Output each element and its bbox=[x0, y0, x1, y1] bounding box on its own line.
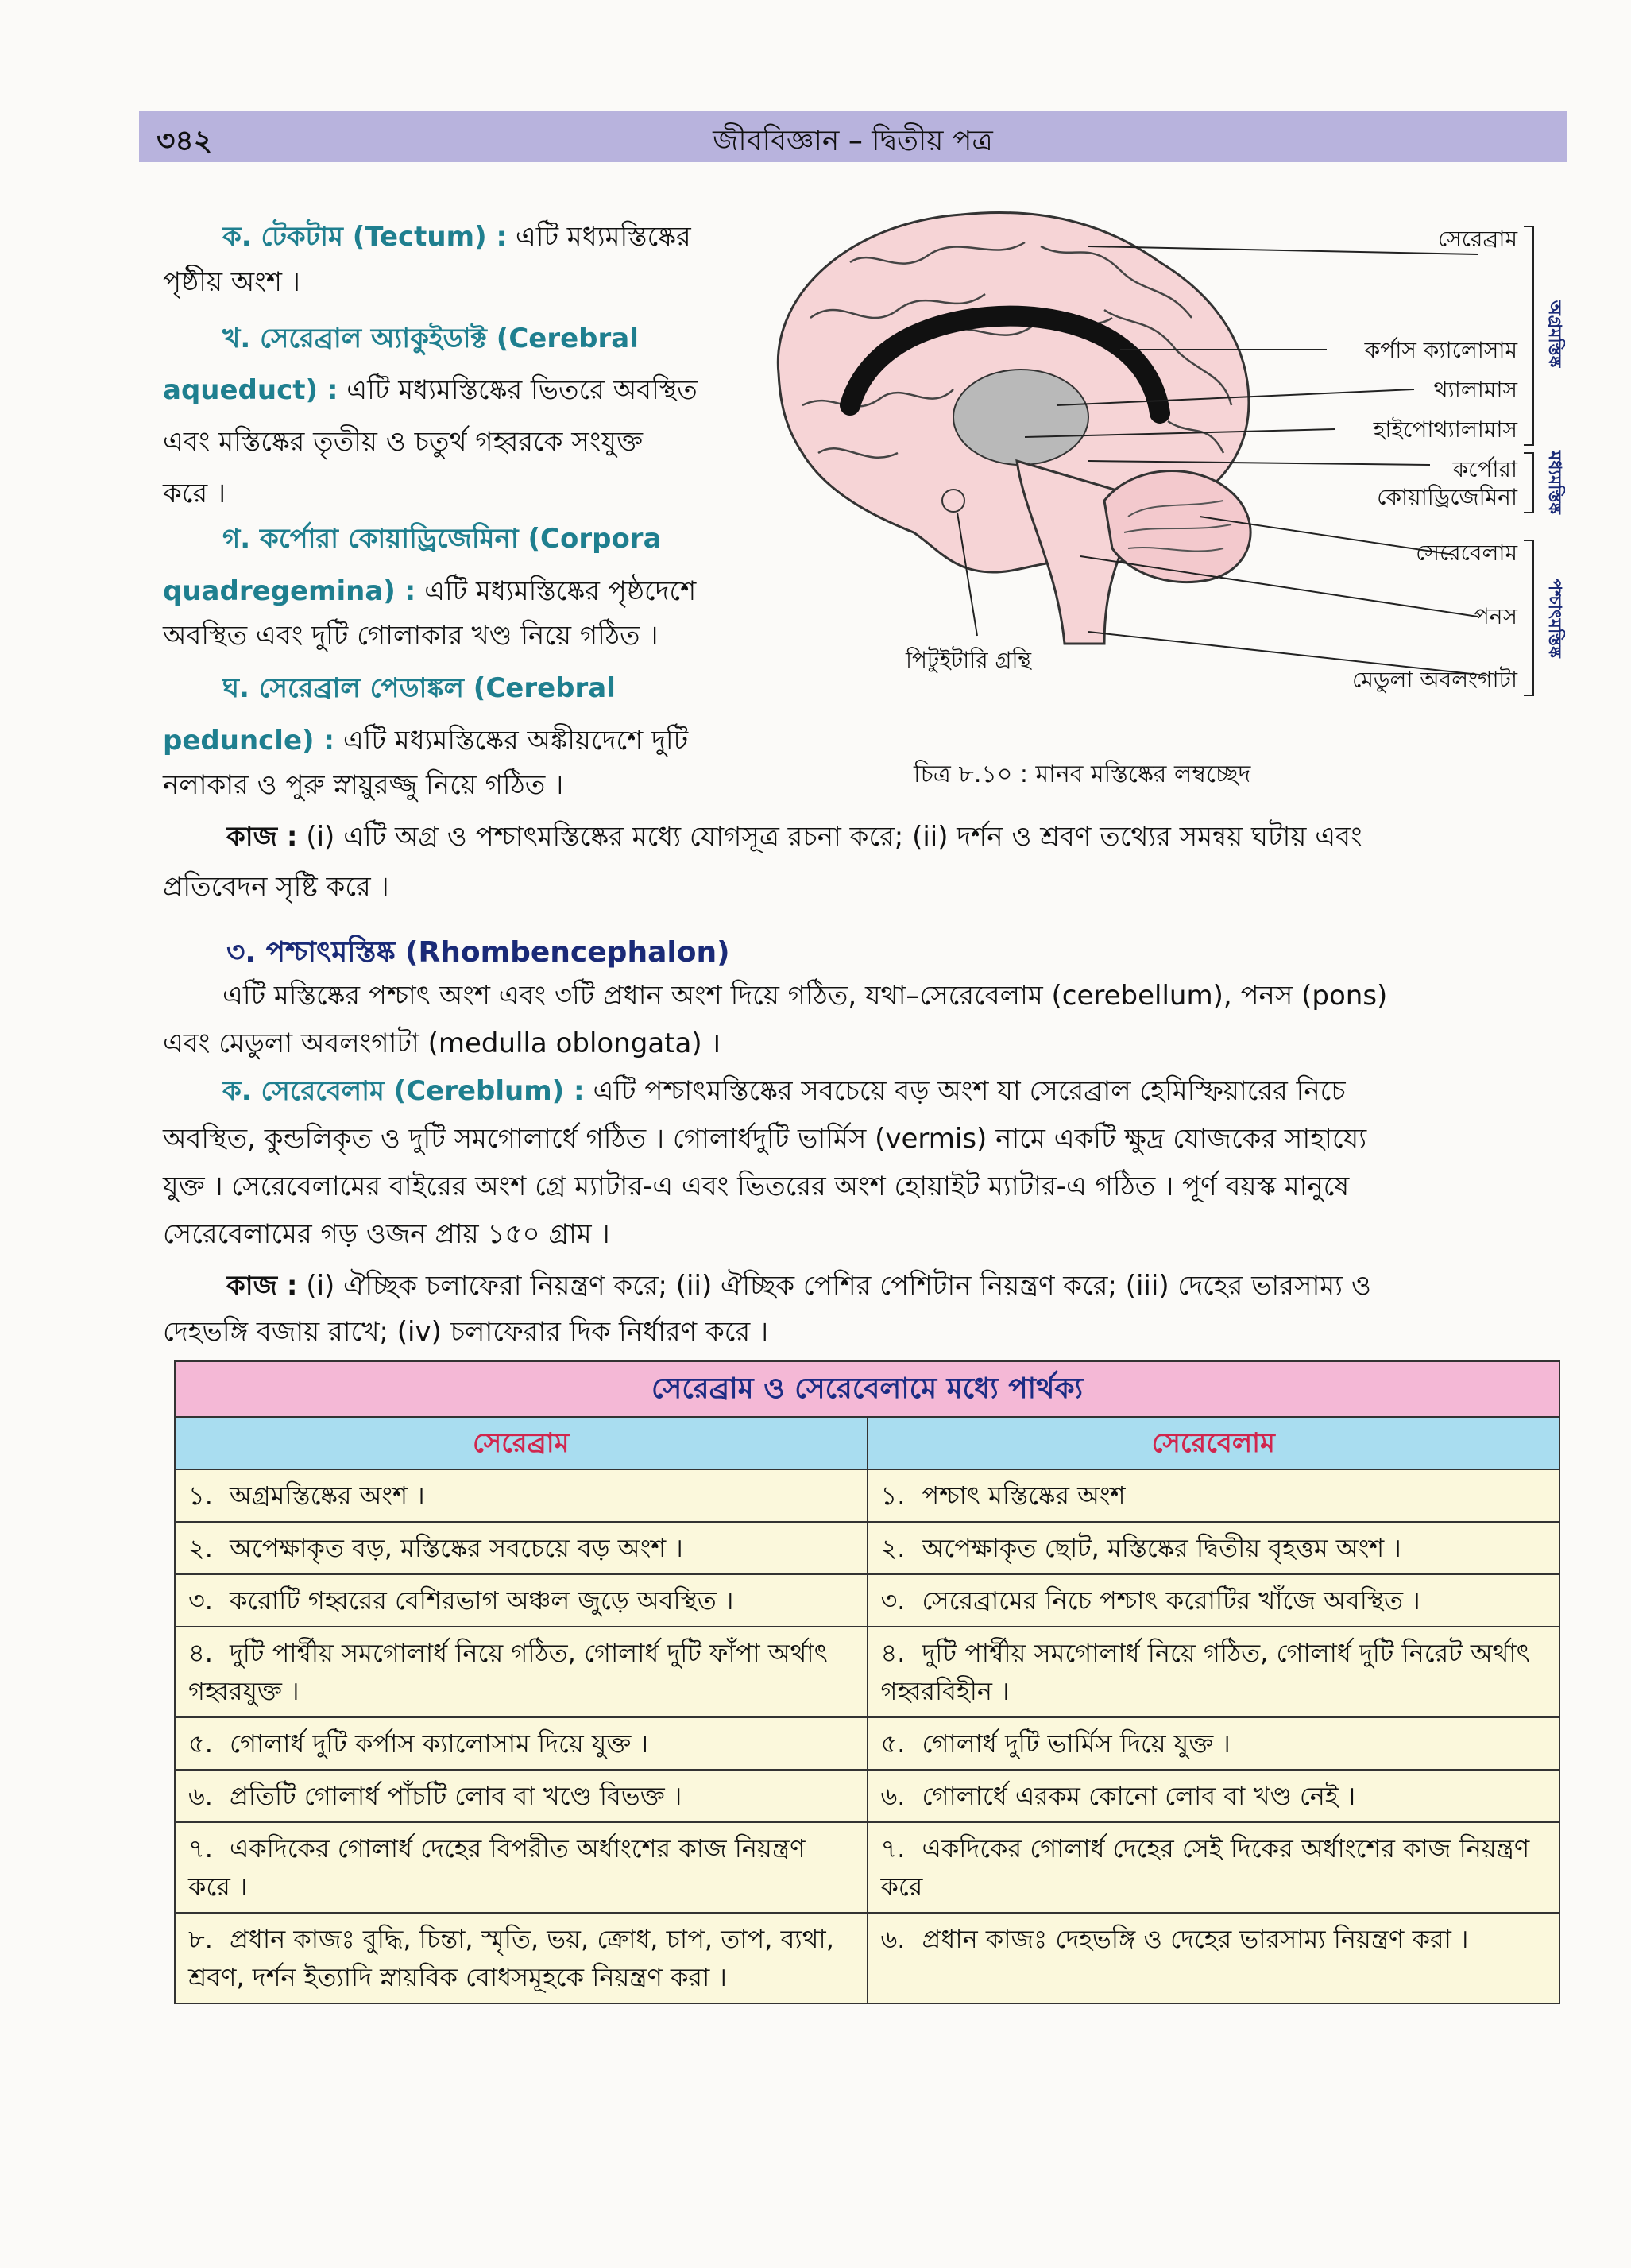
bracket-forebrain: অগ্রমস্তিষ্ক bbox=[1544, 300, 1564, 368]
cerebellum-function-line2: দেহভঙ্গি বজায় রাখে; (iv) চলাফেরার দিক নির্ধারণ করে । bbox=[163, 1316, 769, 1348]
figure-caption: চিত্র ৮.১০ : মানব মস্তিষ্কের লম্বচ্ছেদ bbox=[914, 761, 1251, 788]
cell-text: একদিকের গোলার্ধ দেহের বিপরীত অর্ধাংশের কাজ নিয়ন্ত্রণ করে । bbox=[188, 1833, 806, 1902]
aqueduct-line3: এবং মস্তিষ্কের তৃতীয় ও চতুর্থ গহ্বরকে সংযুক্ত bbox=[163, 426, 643, 458]
label-pituitary: পিটুইটারি গ্রন্থি bbox=[906, 647, 1032, 673]
cerebrum-cell bbox=[175, 1822, 868, 1913]
aqueduct-line4: করে । bbox=[163, 478, 226, 509]
row-number: ৬. bbox=[880, 1924, 906, 1954]
table-row bbox=[175, 1770, 1559, 1822]
peduncle-label2: peduncle) : bbox=[163, 725, 334, 757]
page-header bbox=[139, 111, 1567, 162]
table-row bbox=[175, 1913, 1559, 2003]
bracket-hindbrain: পশ্চাৎমস্তিষ্ক bbox=[1544, 579, 1564, 658]
midbrain-function-line2: প্রতিবেদন সৃষ্টি করে । bbox=[163, 871, 389, 903]
row-number: ৬. bbox=[188, 1781, 213, 1811]
cerebellum-function-label: কাজ : bbox=[226, 1270, 298, 1302]
aqueduct-text: এটি মধ্যমস্তিষ্কের ভিতরে অবস্থিত bbox=[346, 374, 698, 406]
tectum-label: ক. টেকটাম (Tectum) : bbox=[222, 221, 508, 253]
cell-text: একদিকের গোলার্ধ দেহের সেই দিকের অর্ধাংশের কাজ নিয়ন্ত্রণ করে bbox=[880, 1833, 1530, 1902]
table-row bbox=[175, 1822, 1559, 1913]
cerebrum-cell bbox=[175, 1627, 868, 1717]
label-cerebellum: সেরেবেলাম bbox=[1416, 540, 1517, 566]
label-thalamus: থ্যালামাস bbox=[1433, 377, 1517, 403]
cerebrum-cell bbox=[175, 1574, 868, 1627]
bracket-midbrain: মধ্যমস্তিষ্ক bbox=[1544, 451, 1564, 514]
col-header-cerebrum: সেরেব্রাম bbox=[175, 1417, 868, 1469]
aqueduct-label: খ. সেরেব্রাল অ্যাকুইডাক্ট (Cerebral bbox=[222, 323, 639, 354]
hindbrain-heading: ৩. পশ্চাৎমস্তিষ্ক (Rhombencephalon) bbox=[226, 936, 730, 969]
pituitary-shape bbox=[942, 490, 964, 512]
cerebrum-cell bbox=[175, 1469, 868, 1522]
row-number: ৭. bbox=[880, 1833, 906, 1864]
cerebellum-label: ক. সেরেবেলাম (Cereblum) : bbox=[222, 1075, 585, 1107]
table-row bbox=[175, 1627, 1559, 1717]
cerebellum-cell bbox=[868, 1770, 1560, 1822]
cell-text: প্রধান কাজঃ দেহভঙ্গি ও দেহের ভারসাম্য নিয়ন্ত্রণ করা । bbox=[922, 1924, 1469, 1954]
corpora-label2: quadregemina) : bbox=[163, 575, 416, 607]
corpora-label: গ. কর্পোরা কোয়াড্রিজেমিনা (Corpora bbox=[222, 523, 662, 555]
comparison-table bbox=[174, 1360, 1560, 2004]
cerebellum-line4: সেরেবেলামের গড় ওজন প্রায় ১৫০ গ্রাম । bbox=[163, 1218, 610, 1250]
cell-text: প্রতিটি গোলার্ধ পাঁচটি লোব বা খণ্ডে বিভক্ত । bbox=[230, 1781, 682, 1811]
cell-text: করোটি গহ্বরের বেশিরভাগ অঞ্চল জুড়ে অবস্থিত । bbox=[230, 1585, 734, 1616]
label-corpus-callosum: কর্পাস ক্যালোসাম bbox=[1364, 337, 1517, 363]
peduncle-line2 bbox=[163, 718, 688, 764]
cerebellum-line1 bbox=[222, 1069, 1565, 1114]
row-number: ১. bbox=[188, 1480, 213, 1511]
cell-text: গোলার্ধ দুটি ভার্মিস দিয়ে যুক্ত । bbox=[922, 1728, 1231, 1759]
row-number: ৪. bbox=[880, 1638, 906, 1668]
cerebellum-function-line1 bbox=[226, 1264, 1561, 1309]
cerebellum-cell bbox=[868, 1627, 1560, 1717]
cell-text: অপেক্ষাকৃত ছোট, মস্তিষ্কের দ্বিতীয় বৃহত্তম অংশ । bbox=[922, 1533, 1401, 1563]
aqueduct-line2 bbox=[163, 368, 698, 413]
tectum-line2: পৃষ্ঠীয় অংশ । bbox=[163, 266, 300, 298]
peduncle-label: ঘ. সেরেব্রাল পেডাঙ্কল (Cerebral bbox=[222, 672, 616, 704]
cerebellum-shape bbox=[1104, 471, 1250, 582]
table-title: সেরেব্রাম ও সেরেবেলামে মধ্যে পার্থক্য bbox=[175, 1361, 1559, 1417]
cerebellum-cell bbox=[868, 1913, 1560, 2003]
cerebellum-line2: অবস্থিত, কুন্ডলিকৃত ও দুটি সমগোলার্ধে গঠিত । গোলার্ধদুটি ভার্মিস (vermis) নামে একটি ক্ষুদ্র যোজকের সাহায্যে bbox=[163, 1123, 1367, 1155]
row-number: ৫. bbox=[188, 1728, 213, 1759]
brain-figure bbox=[755, 199, 1565, 819]
midbrain-function-line1 bbox=[226, 815, 1561, 860]
row-number: ৫. bbox=[880, 1728, 906, 1759]
cerebrum-cell bbox=[175, 1770, 868, 1822]
table-row bbox=[175, 1717, 1559, 1770]
cerebellum-cell bbox=[868, 1717, 1560, 1770]
cell-text: প্রধান কাজঃ বুদ্ধি, চিন্তা, স্মৃতি, ভয়, ক্রোধ, চাপ, তাপ, ব্যথা, শ্রবণ, দর্শন ইত্যাদি স্নায়বিক বোধসমূহকে নিয়ন্ত্রণ করা । bbox=[188, 1924, 834, 1992]
cell-text: অপেক্ষাকৃত বড়, মস্তিষ্কের সবচেয়ে বড় অংশ । bbox=[230, 1533, 683, 1563]
cerebellum-cell bbox=[868, 1822, 1560, 1913]
tectum-text: এটি মধ্যমস্তিষ্কের bbox=[515, 221, 691, 253]
cell-text: সেরেব্রামের নিচে পশ্চাৎ করোটির খাঁজে অবস্থিত । bbox=[922, 1585, 1420, 1616]
row-number: ২. bbox=[880, 1533, 906, 1563]
midbrain-function-text: (i) এটি অগ্র ও পশ্চাৎমস্তিষ্কের মধ্যে যোগসূত্র রচনা করে; (ii) দর্শন ও শ্রবণ তথ্যের সমন্বয় ঘটায় এবং bbox=[306, 821, 1362, 853]
cell-text: গোলার্ধে এরকম কোনো লোব বা খণ্ড নেই । bbox=[922, 1781, 1356, 1811]
cerebellum-cell bbox=[868, 1469, 1560, 1522]
cell-text: গোলার্ধ দুটি কর্পাস ক্যালোসাম দিয়ে যুক্ত । bbox=[230, 1728, 649, 1759]
aqueduct-label2: aqueduct) : bbox=[163, 374, 338, 406]
thalamus-shape bbox=[953, 370, 1088, 465]
cerebrum-cell bbox=[175, 1522, 868, 1574]
corpora-text: এটি মধ্যমস্তিষ্কের পৃষ্ঠদেশে bbox=[424, 575, 697, 607]
tectum-line1 bbox=[222, 215, 691, 260]
peduncle-line3: নলাকার ও পুরু স্নায়ুরজ্জু নিয়ে গঠিত । bbox=[163, 769, 564, 801]
label-corpora: কর্পোরা bbox=[1452, 456, 1517, 482]
cell-text: অগ্রমস্তিষ্কের অংশ । bbox=[230, 1480, 425, 1511]
cell-text: দুটি পার্শ্বীয় সমগোলার্ধ নিয়ে গঠিত, গোলার্ধ দুটি ফাঁপা অর্থাৎ গহ্বরযুক্ত । bbox=[188, 1638, 828, 1706]
row-number: ৭. bbox=[188, 1833, 213, 1864]
cerebellum-cell bbox=[868, 1522, 1560, 1574]
hindbrain-intro2: এবং মেডুলা অবলংগাটা (medulla oblongata) । bbox=[163, 1028, 721, 1059]
label-quadrigemina: কোয়াড্রিজেমিনা bbox=[1377, 484, 1517, 510]
label-hypothalamus: হাইপোথ্যালামাস bbox=[1373, 416, 1517, 443]
page-number: ৩৪২ bbox=[157, 125, 213, 157]
label-pons: পনস bbox=[1474, 603, 1517, 629]
corpora-line3: অবস্থিত এবং দুটি গোলাকার খণ্ড নিয়ে গঠিত । bbox=[163, 620, 659, 652]
cerebellum-text1: এটি পশ্চাৎমস্তিষ্কের সবচেয়ে বড় অংশ যা সেরেব্রাল হেমিস্ফিয়ারের নিচে bbox=[593, 1075, 1346, 1107]
table-row bbox=[175, 1574, 1559, 1627]
hindbrain-intro1: এটি মস্তিষ্কের পশ্চাৎ অংশ এবং ৩টি প্রধান অংশ দিয়ে গঠিত, যথা–সেরেবেলাম (cerebellum), পনস (pons) bbox=[222, 980, 1388, 1012]
peduncle-text: এটি মধ্যমস্তিষ্কের অঙ্কীয়দেশে দুটি bbox=[342, 725, 689, 757]
cell-text: দুটি পার্শ্বীয় সমগোলার্ধ নিয়ে গঠিত, গোলার্ধ দুটি নিরেট অর্থাৎ গহ্বরবিহীন । bbox=[880, 1638, 1530, 1706]
row-number: ১. bbox=[880, 1480, 906, 1511]
cell-text: পশ্চাৎ মস্তিষ্কের অংশ bbox=[922, 1480, 1126, 1511]
col-header-cerebellum: সেরেবেলাম bbox=[868, 1417, 1560, 1469]
label-cerebrum: সেরেব্রাম bbox=[1437, 226, 1517, 252]
table-row bbox=[175, 1469, 1559, 1522]
corpora-line2 bbox=[163, 569, 696, 614]
row-number: ৩. bbox=[880, 1585, 906, 1616]
row-number: ৬. bbox=[880, 1781, 906, 1811]
cerebrum-cell bbox=[175, 1717, 868, 1770]
cerebellum-cell bbox=[868, 1574, 1560, 1627]
row-number: ৩. bbox=[188, 1585, 213, 1616]
cerebrum-cell bbox=[175, 1913, 868, 2003]
table-row bbox=[175, 1522, 1559, 1574]
row-number: ২. bbox=[188, 1533, 213, 1563]
label-medulla: মেডুলা অবলংগাটা bbox=[1352, 667, 1517, 693]
cerebellum-function-text: (i) ঐচ্ছিক চলাফেরা নিয়ন্ত্রণ করে; (ii) ঐচ্ছিক পেশির পেশিটান নিয়ন্ত্রণ করে; (iii) দেহের ভারসাম্য ও bbox=[306, 1270, 1371, 1302]
row-number: ৪. bbox=[188, 1638, 213, 1668]
cerebellum-line3: যুক্ত । সেরেবেলামের বাইরের অংশ গ্রে ম্যাটার-এ এবং ভিতরের অংশ হোয়াইট ম্যাটার-এ গঠিত । পূর্ণ বয়স্ক মানুষে bbox=[163, 1171, 1350, 1202]
row-number: ৮. bbox=[188, 1924, 213, 1954]
midbrain-function-label: কাজ : bbox=[226, 821, 298, 853]
page-title: জীববিজ্ঞান – দ্বিতীয় পত্র bbox=[713, 125, 993, 157]
